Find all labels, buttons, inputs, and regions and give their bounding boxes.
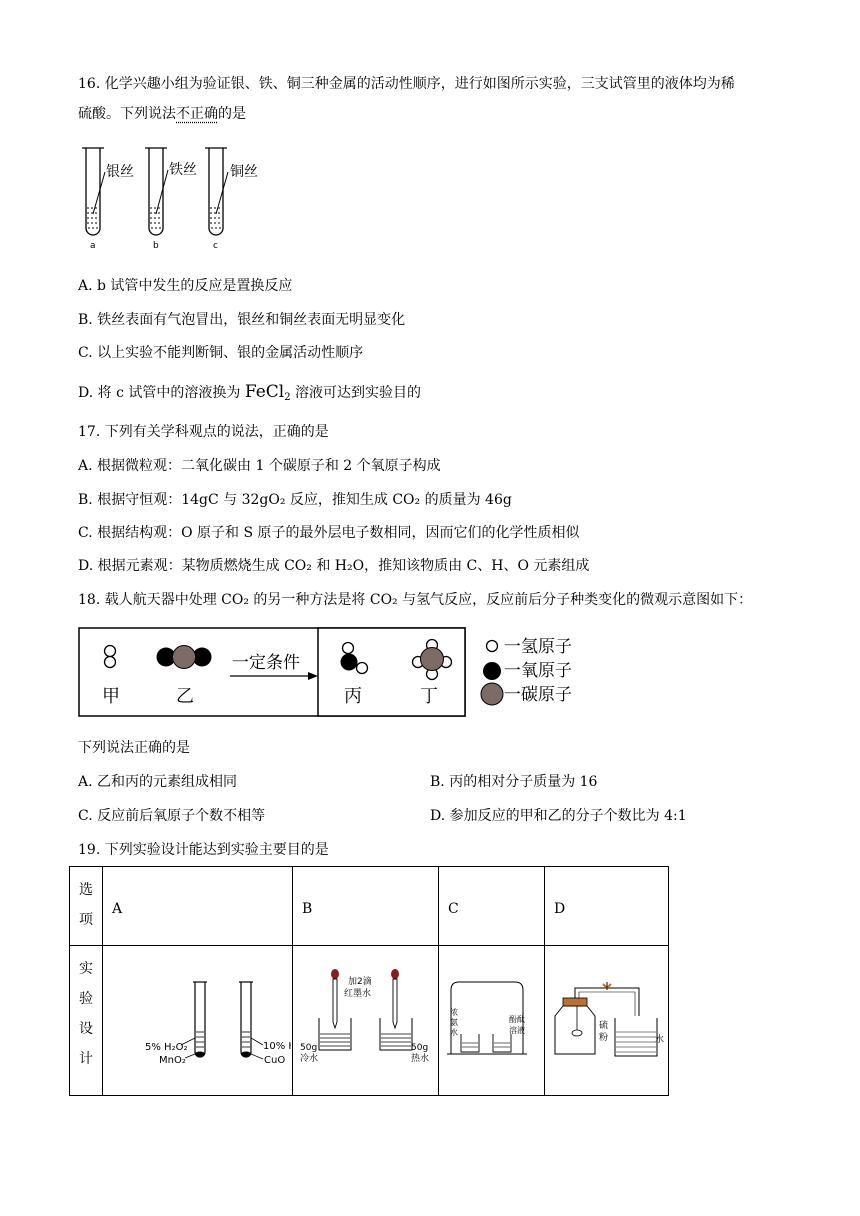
q16-stem-prefix: 硫酸。下列说法 xyxy=(78,106,176,122)
q16-stem-line2 xyxy=(78,104,246,124)
design-c-right-2: 溶液 xyxy=(509,1026,525,1035)
q16-option-d-subscript: 2 xyxy=(284,392,291,403)
design-c-right-1: 酚酞 xyxy=(509,1015,525,1024)
design-b-left-water: 冷水 xyxy=(300,1054,319,1064)
reactant-label-yi: 乙 xyxy=(176,686,194,707)
table-option-a: A xyxy=(103,867,293,946)
legend-oxygen: 一氧原子 xyxy=(504,661,572,681)
q16-stem-line1: 16. 化学兴趣小组为验证银、铁、铜三种金属的活动性顺序，进行如图所示实验，三支试管里的液体均为稀 xyxy=(78,76,735,92)
design-a-left-top: 5% H₂O₂ xyxy=(145,1042,188,1053)
design-b-drop-1: 加2滴 xyxy=(348,977,372,987)
design-c-left-3: 水 xyxy=(450,1028,458,1037)
q16-option-a: A. b 试管中发生的反应是置换反应 xyxy=(78,278,293,294)
design-b-left-mass: 50g xyxy=(300,1043,318,1053)
q18-stem: 18. 载人航天器中处理 CO₂ 的另一种方法是将 CO₂ 与氢气反应，反应前后分子种类变化的微观示意图如下： xyxy=(78,592,753,608)
design-c-left-1: 浓 xyxy=(450,1008,458,1017)
design-b-right-mass: 50g xyxy=(411,1043,429,1053)
q16-option-d-suffix: 溶液可达到实验目的 xyxy=(290,385,422,401)
header-char-1: 选 xyxy=(79,882,93,898)
q17-option-b: B. 根据守恒观：14gC 与 32gO₂ 反应，推知生成 CO₂ 的质量为 46g xyxy=(78,492,512,508)
product-box xyxy=(318,628,465,716)
design-a-cell xyxy=(103,946,293,1096)
header-char-2: 项 xyxy=(79,912,93,928)
row-char-3: 设 xyxy=(79,1021,93,1037)
legend-hydrogen: 一氢原子 xyxy=(504,637,572,657)
table-option-b: B xyxy=(293,867,439,946)
design-c-cell xyxy=(439,946,545,1096)
reactant-label-jia: 甲 xyxy=(102,686,120,707)
wire-label-copper: 铜丝 xyxy=(230,164,258,180)
q18-option-c: C. 反应前后氧原子个数不相等 xyxy=(78,808,266,824)
design-c-left-2: 氨 xyxy=(450,1018,458,1027)
tube-label-c: c xyxy=(213,241,218,251)
tube-label-a: a xyxy=(90,241,96,251)
design-d-water: 水 xyxy=(655,1035,665,1045)
q16-test-tubes-figure xyxy=(76,142,276,254)
design-b-figure xyxy=(293,946,437,1091)
design-b-drop-2: 红墨水 xyxy=(344,989,372,999)
design-d-powder-1: 硫 xyxy=(599,1021,609,1031)
design-b-right-water: 热水 xyxy=(411,1054,430,1064)
q16-option-d-formula: FeCl xyxy=(244,382,285,402)
wire-label-iron: 铁丝 xyxy=(169,162,197,178)
q17-option-d: D. 根据元素观：某物质燃烧生成 CO₂ 和 H₂O，推知该物质由 C、H、O 元素组成 xyxy=(78,558,590,574)
row-char-4: 计 xyxy=(79,1051,93,1067)
product-label-bing: 丙 xyxy=(344,686,362,707)
q19-stem: 19. 下列实验设计能达到实验主要目的是 xyxy=(78,842,329,858)
q16-option-b: B. 铁丝表面有气泡冒出，银丝和铜丝表面无明显变化 xyxy=(78,312,406,328)
legend-carbon: 一碳原子 xyxy=(504,685,572,705)
q18-option-d: D. 参加反应的甲和乙的分子个数比为 4:1 xyxy=(430,808,687,824)
q16-stem-suffix: 的是 xyxy=(218,106,246,122)
row-char-1: 实 xyxy=(79,961,93,977)
row-char-2: 验 xyxy=(79,991,93,1007)
tube-label-b: b xyxy=(153,241,159,251)
design-a-right-top: 10% xyxy=(263,1041,286,1052)
q16-option-d-prefix: D. 将 c 试管中的溶液换为 xyxy=(78,385,245,401)
design-d-powder-2: 粉 xyxy=(599,1033,609,1043)
table-option-d: D xyxy=(545,867,669,946)
q16-option-c: C. 以上实验不能判断铜、银的金属活动性顺序 xyxy=(78,345,364,361)
q17-stem: 17. 下列有关学科观点的说法，正确的是 xyxy=(78,424,329,440)
table-row-experiment-design xyxy=(70,946,103,1096)
design-a-right-bottom: CuO xyxy=(264,1055,286,1066)
wire-label-silver: 银丝 xyxy=(106,164,134,180)
q18-option-a: A. 乙和丙的元素组成相同 xyxy=(78,774,238,790)
q18-molecule-diagram xyxy=(78,624,598,720)
design-d-figure xyxy=(545,946,667,1091)
q16-option-d xyxy=(78,382,421,408)
product-label-ding: 丁 xyxy=(420,686,438,707)
design-b-cell xyxy=(293,946,439,1096)
design-a-figure xyxy=(103,946,291,1091)
design-a-left-bottom: MnO₂ xyxy=(159,1055,186,1066)
design-c-figure xyxy=(439,946,543,1091)
q18-option-b: B. 丙的相对分子质量为 16 xyxy=(430,774,598,790)
q17-option-a: A. 根据微粒观：二氧化碳由 1 个碳原子和 2 个氧原子构成 xyxy=(78,458,441,474)
table-option-c: C xyxy=(439,867,545,946)
design-d-cell xyxy=(545,946,669,1096)
q19-options-table xyxy=(69,866,669,1096)
table-header-option xyxy=(70,867,103,946)
q16-stem-emphasis: 不正确 xyxy=(176,106,218,122)
q18-prompt: 下列说法正确的是 xyxy=(78,740,190,756)
q17-option-c: C. 根据结构观：O 原子和 S 原子的最外层电子数相同，因而它们的化学性质相似 xyxy=(78,525,580,541)
reaction-condition: 一定条件 xyxy=(232,653,300,673)
